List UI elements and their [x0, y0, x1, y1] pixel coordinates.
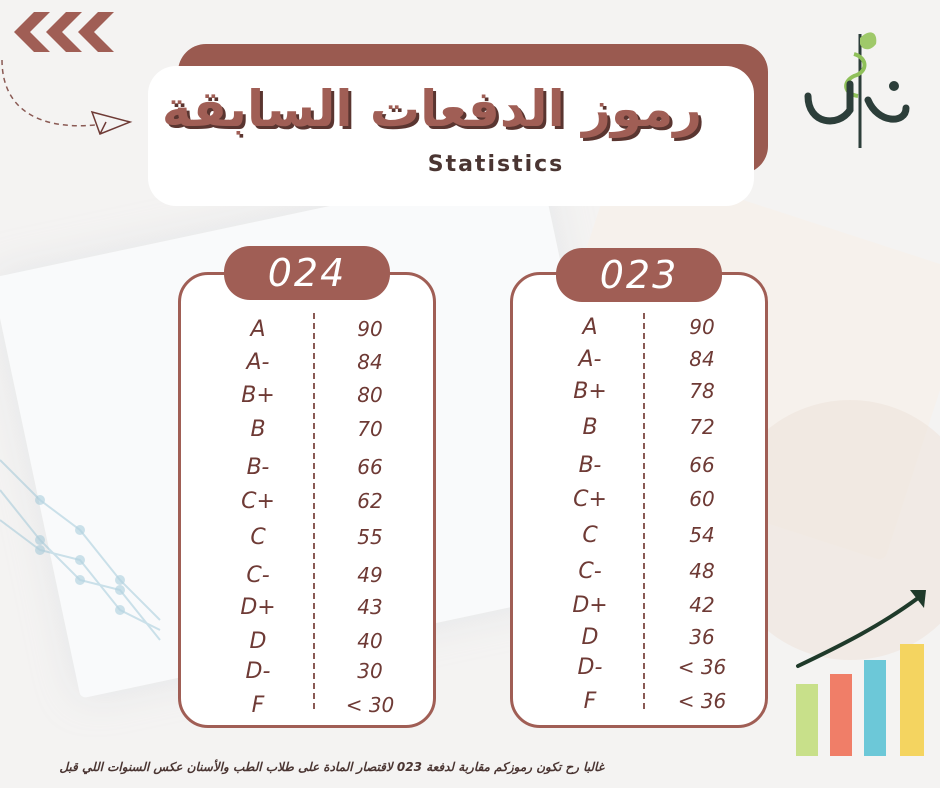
grade-label: C- [246, 563, 270, 588]
score-value: 66 [689, 453, 715, 477]
table-row [513, 523, 765, 553]
grade-label: A- [578, 347, 602, 372]
table-row [181, 317, 433, 347]
score-value: 62 [357, 489, 383, 513]
score-value: 84 [357, 350, 383, 374]
score-value: 43 [357, 595, 383, 619]
title-card [148, 66, 754, 206]
table-row [513, 655, 765, 685]
table-row [513, 689, 765, 719]
page-title: رموز الدفعات السابقة [161, 80, 702, 138]
background-line-chart-decoration [0, 430, 190, 660]
score-value: 40 [357, 629, 383, 653]
table-row [181, 489, 433, 519]
grade-label: B- [578, 453, 602, 478]
grade-label: D+ [572, 593, 608, 618]
dashed-flight-path-decoration [0, 50, 140, 150]
grade-label: C+ [241, 489, 275, 514]
table-row [513, 593, 765, 623]
table-row [513, 415, 765, 445]
table-row [513, 315, 765, 345]
table-year-header-024: 024 [224, 246, 390, 300]
grade-label: F [583, 689, 597, 714]
table-row [181, 629, 433, 659]
table-row [181, 595, 433, 625]
table-year-header-023: 023 [556, 248, 722, 302]
score-value: 48 [689, 559, 715, 583]
score-value: 84 [689, 347, 715, 371]
caduceus-logo-icon [798, 24, 916, 152]
growth-bar-chart-icon [790, 586, 930, 758]
grade-label: C [250, 525, 266, 550]
footer-note: غالبا رح تكون رموزكم مقاربة لدفعة 023 لاقتصار المادة على طلاب الطب والأسنان عكس السنوات اللي قبل [59, 760, 604, 774]
table-row [181, 693, 433, 723]
grade-label: C- [578, 559, 602, 584]
grade-label: D- [577, 655, 603, 680]
table-row [513, 625, 765, 655]
grade-label: D- [245, 659, 271, 684]
grade-label: A [582, 315, 598, 340]
grade-label: F [251, 693, 265, 718]
score-value: 49 [357, 563, 383, 587]
score-value: < 30 [345, 693, 395, 717]
score-value: 36 [689, 625, 715, 649]
score-value: 90 [357, 317, 383, 341]
score-value: 72 [689, 415, 715, 439]
grade-label: D [581, 625, 599, 650]
table-row [181, 455, 433, 485]
table-row [181, 659, 433, 689]
grade-label: B- [246, 455, 270, 480]
score-value: 30 [357, 659, 383, 683]
grade-label: B [250, 417, 266, 442]
score-value: 66 [357, 455, 383, 479]
table-row [181, 417, 433, 447]
grade-label: B+ [241, 383, 275, 408]
score-value: 80 [357, 383, 383, 407]
score-value: 60 [689, 487, 715, 511]
page-subtitle: Statistics [427, 152, 565, 177]
table-row [513, 559, 765, 589]
score-value: < 36 [677, 689, 727, 713]
table-row [181, 350, 433, 380]
table-row [181, 383, 433, 413]
grades-table-023 [510, 272, 768, 728]
paper-plane-icon [92, 112, 130, 134]
score-value: 54 [689, 523, 715, 547]
score-value: 78 [689, 379, 715, 403]
triple-chevron-left-icon [12, 12, 122, 52]
table-row [181, 563, 433, 593]
grade-label: C+ [573, 487, 607, 512]
score-value: < 36 [677, 655, 727, 679]
table-row [513, 487, 765, 517]
score-value: 70 [357, 417, 383, 441]
grade-label: D [249, 629, 267, 654]
grade-label: B [582, 415, 598, 440]
table-row [513, 453, 765, 483]
grade-label: C [582, 523, 598, 548]
grades-table-024 [178, 272, 436, 728]
table-row [513, 379, 765, 409]
grade-label: B+ [573, 379, 607, 404]
grade-label: D+ [240, 595, 276, 620]
grade-label: A [250, 317, 266, 342]
grade-label: A- [246, 350, 270, 375]
score-value: 90 [689, 315, 715, 339]
score-value: 42 [689, 593, 715, 617]
score-value: 55 [357, 525, 383, 549]
table-row [181, 525, 433, 555]
table-row [513, 347, 765, 377]
